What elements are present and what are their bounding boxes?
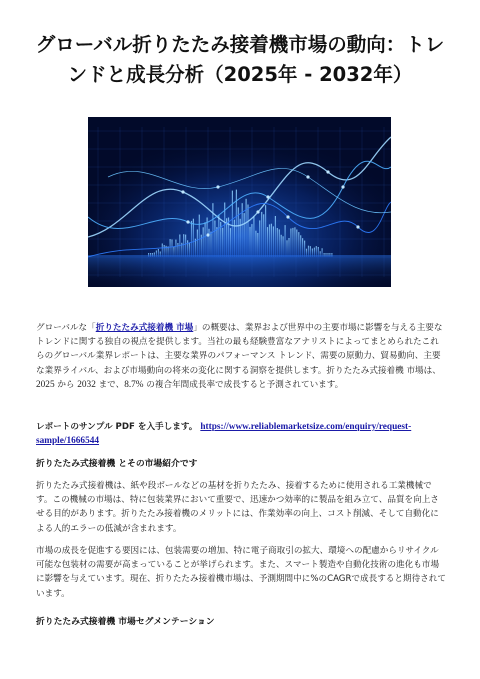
market-link[interactable]: 折りたたみ式接着機 市場 [95,323,194,333]
intro-body: 」の概要は、業界および世界中の主要市場に影響を与える主要なトレンドに関する独自の視点を提供します。当社の最も経験豊富なアナリストによってまとめられたこれらのグローバル業界レポートは、主要な業界のパフォーマンス トレンド、需要の原動力、貿易動向、主要な業界ライバル、および市場動向の将来の変化に関する洞察を提供します。折りたたみ式接着機 市場は、 [36,323,443,376]
decorative-bar [173,247,174,257]
decorative-bar [175,240,176,257]
financial-chart-illustration-icon [88,117,391,287]
decorative-dot [326,170,329,173]
decorative-bar [207,218,208,258]
decorative-bar [242,203,243,257]
decorative-bar [168,246,169,257]
decorative-bar [205,222,206,257]
decorative-bar [316,246,317,257]
decorative-bar [253,216,254,257]
decorative-dot [266,195,269,198]
decorative-bar [290,229,291,258]
decorative-bar [230,228,231,257]
paragraph-overview: 折りたたみ式接着機は、紙や段ボールなどの基材を折りたたみ、接着するために使用される工業機械です。この機械の市場は、特に包装業界において重要で、迅速かつ効率的に製品を組み立て、品質を向上させる目的があります。折りたたみ接着機のメリットには、作業効率の向上、コスト削減、そして自動化による人的エラーの低減が含まれます。 [36,481,439,534]
decorative-bar [308,246,309,257]
intro-mid: まで、 [95,379,125,390]
year-start: 2025 [36,379,55,390]
decorative-bar [283,236,284,257]
decorative-bar [154,253,155,258]
decorative-dot [341,185,344,188]
section-heading-intro: 折りたたみ式接着機 とその市場紹介です [36,459,198,469]
decorative-bar [170,239,171,257]
decorative-bar [320,251,321,257]
decorative-dot [356,225,359,228]
decorative-bar [288,238,289,257]
decorative-bar [150,253,151,257]
hero-image [88,117,391,287]
decorative-bar [236,190,237,257]
decorative-bar [160,252,161,258]
decorative-bar [261,212,262,257]
decorative-bar [164,245,165,257]
decorative-bar [183,234,184,257]
decorative-bar [216,227,217,257]
decorative-bar [327,253,328,257]
decorative-bar [304,241,305,257]
intro-suffix: の複合年間成長率で成長すると予測されています。 [143,379,344,390]
decorative-dot [206,233,209,236]
cagr-value: 8.7% [124,379,144,390]
sample-link[interactable]: https://www.reliablemarketsize.com/enquiry/request-sample/1666544 [36,422,412,447]
decorative-bar [279,229,280,257]
decorative-bar [189,242,190,257]
decorative-bar [246,199,247,257]
decorative-bar [218,215,219,257]
decorative-dot [181,190,184,193]
decorative-bar [331,253,332,257]
intro-from-to: から [54,379,78,390]
decorative-bar [325,253,326,257]
paragraph-growth-drivers: 市場の成長を促進する要因には、包装需要の増加、特に電子商取引の拡大、環境への配慮からリサイクル可能な包装材の需要が高まっていることが挙げられます。また、スマート製造や自動化技術の進化も市場に影響を与えています。現在、折りたたみ接着機市場は、予測期間中に%のCAGRで成長すると期待されています。 [36,546,446,599]
decorative-bar [257,233,258,257]
decorative-bar [329,253,330,257]
decorative-bar [277,228,278,257]
decorative-bar [296,230,297,258]
decorative-bar [312,249,313,258]
decorative-bar [199,215,200,257]
decorative-bar [322,248,323,257]
decorative-bar [314,248,315,257]
decorative-bar [251,224,252,257]
decorative-bar [148,253,149,257]
decorative-bar [222,228,223,257]
decorative-bar [244,213,245,257]
decorative-bar [265,205,266,257]
decorative-bar [171,240,172,258]
decorative-bar [197,230,198,258]
decorative-bar [294,227,295,257]
decorative-bar [285,225,286,257]
decorative-dot [306,175,309,178]
decorative-bar [310,246,311,257]
decorative-bar [185,235,186,257]
decorative-bar [281,235,282,257]
sample-label: レポートのサンプル PDF を入手します。 [36,422,198,432]
decorative-bar [249,227,250,257]
decorative-bar [156,251,157,258]
decorative-bar [255,231,256,257]
decorative-bar [208,229,209,257]
decorative-dot [186,220,189,223]
decorative-bar [292,228,293,257]
decorative-bar [158,249,159,257]
decorative-bar [306,249,307,257]
decorative-bar [267,227,268,257]
decorative-bar [318,247,319,257]
intro-paragraph [36,321,446,392]
decorative-bar [263,214,264,257]
section-heading-segmentation: 折りたたみ式接着機 市場セグメンテーション [36,617,215,627]
decorative-bar [187,240,188,257]
decorative-bar [298,232,299,257]
year-end: 2032 [77,379,96,390]
decorative-dot [256,210,259,213]
decorative-bar [269,224,270,257]
decorative-bar [212,203,213,257]
decorative-bar [271,224,272,257]
page-title: グローバル折りたたみ接着機市場の動向：トレンドと成長分析（2025年 - 2032年） [35,33,445,86]
decorative-bar [177,243,178,257]
decorative-bar [162,244,163,258]
decorative-bar [275,216,276,257]
decorative-bar [273,226,274,257]
decorative-bar [259,220,260,257]
decorative-bar [302,238,303,257]
decorative-bar [191,221,192,257]
decorative-dot [286,215,289,218]
decorative-dot [216,185,219,188]
decorative-bar [203,227,204,257]
decorative-bar [210,232,211,257]
decorative-bar [152,253,153,257]
decorative-bar [247,205,248,258]
sample-request [36,420,446,448]
intro-prefix: グローバルな「 [36,323,96,333]
decorative-bar [214,221,215,258]
decorative-bar [300,235,301,257]
decorative-bar [232,191,233,257]
decorative-bar [324,253,325,257]
decorative-bar [286,240,287,257]
